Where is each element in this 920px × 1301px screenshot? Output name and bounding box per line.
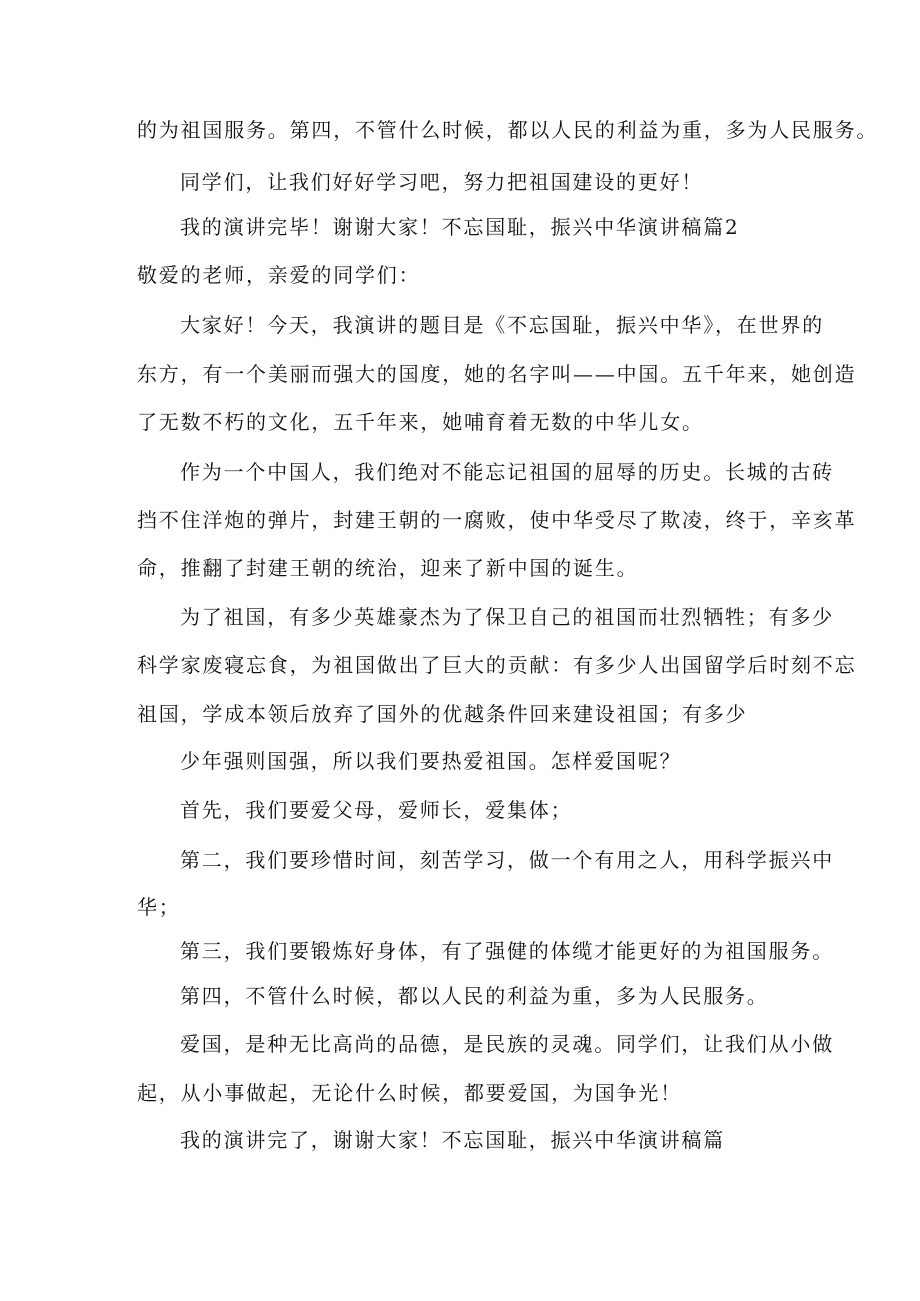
text-line: 大家好！今天，我演讲的题目是《不忘国耻，振兴中华》，在世界的 [180, 313, 824, 337]
text-line: 东方，有一个美丽而强大的国度，她的名字叫——中国。五千年来，她创造 [137, 362, 857, 386]
text-line: 首先，我们要爱父母，爱师长，爱集体； [180, 798, 573, 822]
text-line: 同学们，让我们好好学习吧，努力把祖国建设的更好！ [180, 170, 704, 194]
text-line: 爱国，是种无比高尚的品德，是民族的灵魂。同学们，让我们从小做 [180, 1032, 834, 1056]
text-line: 我的演讲完了，谢谢大家！不忘国耻，振兴中华演讲稿篇 [180, 1128, 725, 1152]
text-line: 作为一个中国人，我们绝对不能忘记祖国的屈辱的历史。长城的古砖 [180, 460, 834, 484]
text-line: 挡不住洋炮的弹片，封建王朝的一腐败，使中华受尽了欺凌，终于，辛亥革 [137, 508, 857, 532]
text-line: 我的演讲完毕！谢谢大家！不忘国耻，振兴中华演讲稿篇2 [180, 215, 740, 239]
text-line: 第二，我们要珍惜时间，刻苦学习，做一个有用之人，用科学振兴中 [180, 848, 834, 872]
text-line: 第四，不管什么时候，都以人民的利益为重，多为人民服务。 [180, 984, 769, 1008]
text-line: 起，从小事做起，无论什么时候，都要爱国，为国争光！ [137, 1081, 682, 1105]
text-line: 为了祖国，有多少英雄豪杰为了保卫自己的祖国而壮烈牺牲；有多少 [180, 605, 834, 629]
text-line: 了无数不朽的文化，五千年来，她哺育着无数的中华儿女。 [137, 410, 704, 434]
text-line: 华； [137, 895, 181, 919]
text-line: 科学家废寝忘食，为祖国做出了巨大的贡献：有多少人出国留学后时刻不忘 [137, 653, 857, 677]
text-line: 命，推翻了封建王朝的统治，迎来了新中国的诞生。 [137, 556, 639, 580]
text-line: 祖国，学成本领后放弃了国外的优越条件回来建设祖国；有多少 [137, 702, 748, 726]
text-line: 的为祖国服务。第四，不管什么时候，都以人民的利益为重，多为人民服务。 [137, 118, 879, 142]
text-line: 敬爱的老师，亲爱的同学们： [137, 263, 421, 287]
text-line: 少年强则国强，所以我们要热爱祖国。怎样爱国呢？ [180, 749, 682, 773]
text-line: 第三，我们要锻炼好身体，有了强健的体缆才能更好的为祖国服务。 [180, 939, 834, 963]
